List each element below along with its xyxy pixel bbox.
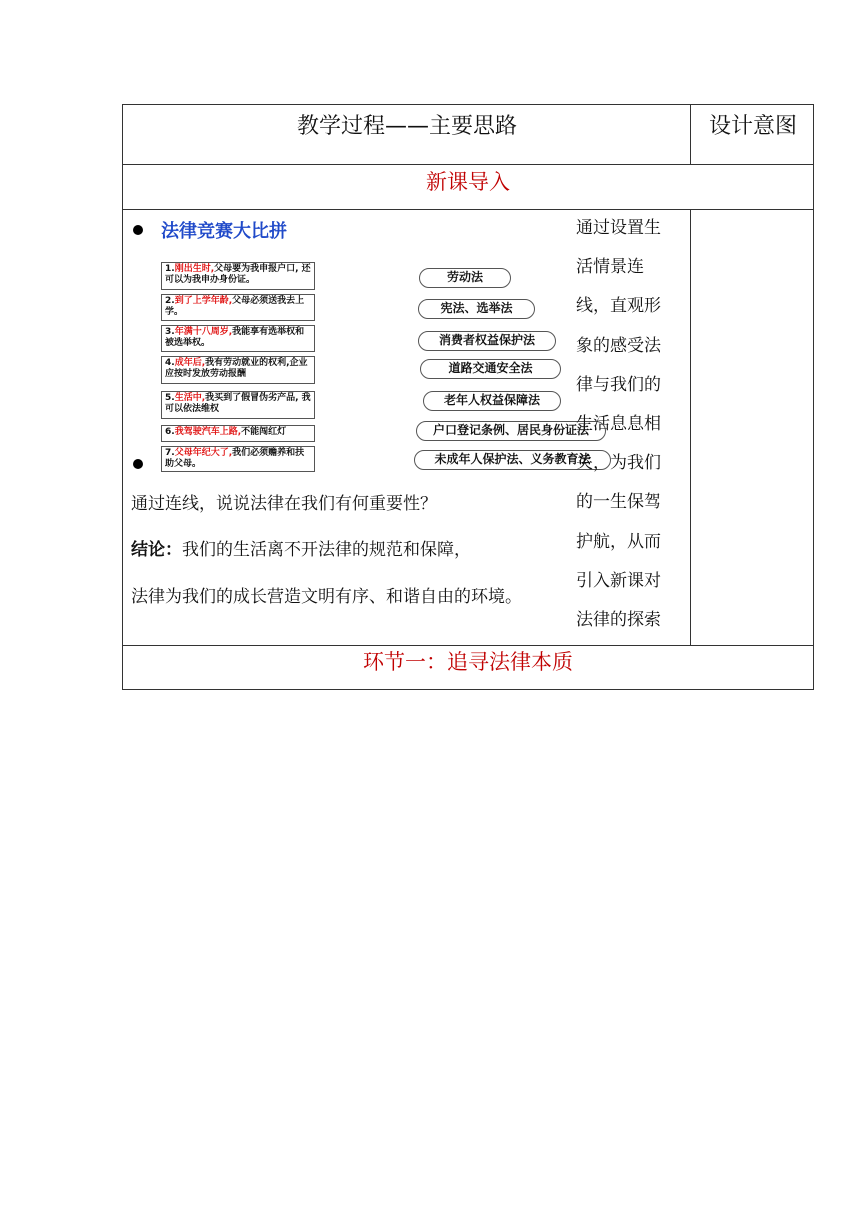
design-intent-line: 象的感受法 xyxy=(576,335,661,356)
law-option: 户口登记条例、居民身份证法 xyxy=(416,421,606,441)
column-divider-body xyxy=(690,210,691,646)
design-intent-line: 生活息息相 xyxy=(576,413,661,434)
section-one-title: 环节一：追寻法律本质 xyxy=(363,650,573,674)
bullet-icon xyxy=(133,459,143,469)
law-option: 老年人权益保障法 xyxy=(423,391,561,411)
design-intent-line: 引入新课对 xyxy=(576,570,661,591)
question-text: 通过连线，说说法律在我们有何重要性？ xyxy=(131,494,437,514)
left-item: 5.生活中,我买到了假冒伪劣产品, 我可以依法维权 xyxy=(161,391,315,419)
bullet-icon xyxy=(133,225,143,235)
design-intent-line: 的一生保驾 xyxy=(576,492,661,513)
row-divider xyxy=(123,645,813,646)
conclusion-label: 结论： xyxy=(131,540,182,560)
left-item: 1.刚出生时,父母要为我申报户口, 还可以为我申办身份证。 xyxy=(161,262,315,290)
left-item: 3.年满十八周岁,我能享有选举权和被选举权。 xyxy=(161,325,315,352)
conclusion-line xyxy=(131,535,471,560)
design-intent-line: 线，直观形 xyxy=(576,296,661,317)
law-option: 劳动法 xyxy=(419,268,511,288)
left-item: 4.成年后,我有劳动就业的权利,企业应按时发放劳动报酬 xyxy=(161,356,315,384)
law-option: 道路交通安全法 xyxy=(420,359,561,379)
activity-title: 法律竞赛大比拼 xyxy=(161,221,287,242)
header-main-title: 教学过程——主要思路 xyxy=(296,114,517,139)
design-intent-line: 律与我们的 xyxy=(576,374,661,395)
design-intent-line: 护航，从而 xyxy=(576,531,661,552)
design-intent xyxy=(576,209,686,640)
section-intro-title: 新课导入 xyxy=(426,170,510,194)
left-item: 2.到了上学年龄,父母必须送我去上学。 xyxy=(161,294,315,321)
design-intent-line: 通过设置生 xyxy=(576,218,661,238)
design-intent-line: 关，为我们 xyxy=(576,453,661,474)
law-option: 未成年人保护法、义务教育法 xyxy=(414,450,611,470)
row-divider xyxy=(123,209,813,210)
law-option: 宪法、选举法 xyxy=(418,299,535,319)
lesson-plan-table xyxy=(122,104,814,690)
conclusion-line-2: 法律为我们的成长营造文明有序、和谐自由的环境。 xyxy=(131,587,522,607)
left-item: 6.我驾驶汽车上路,不能闯红灯 xyxy=(161,425,315,442)
design-intent-line: 法律的探索 xyxy=(576,609,661,630)
conclusion-text: 我们的生活离不开法律的规范和保障， xyxy=(182,540,471,560)
design-intent-line: 活情景连 xyxy=(576,257,644,278)
left-item: 7.父母年纪大了,我们必须赡养和扶助父母。 xyxy=(161,446,315,472)
header-side-title: 设计意图 xyxy=(708,114,797,139)
law-option: 消费者权益保护法 xyxy=(418,331,556,351)
